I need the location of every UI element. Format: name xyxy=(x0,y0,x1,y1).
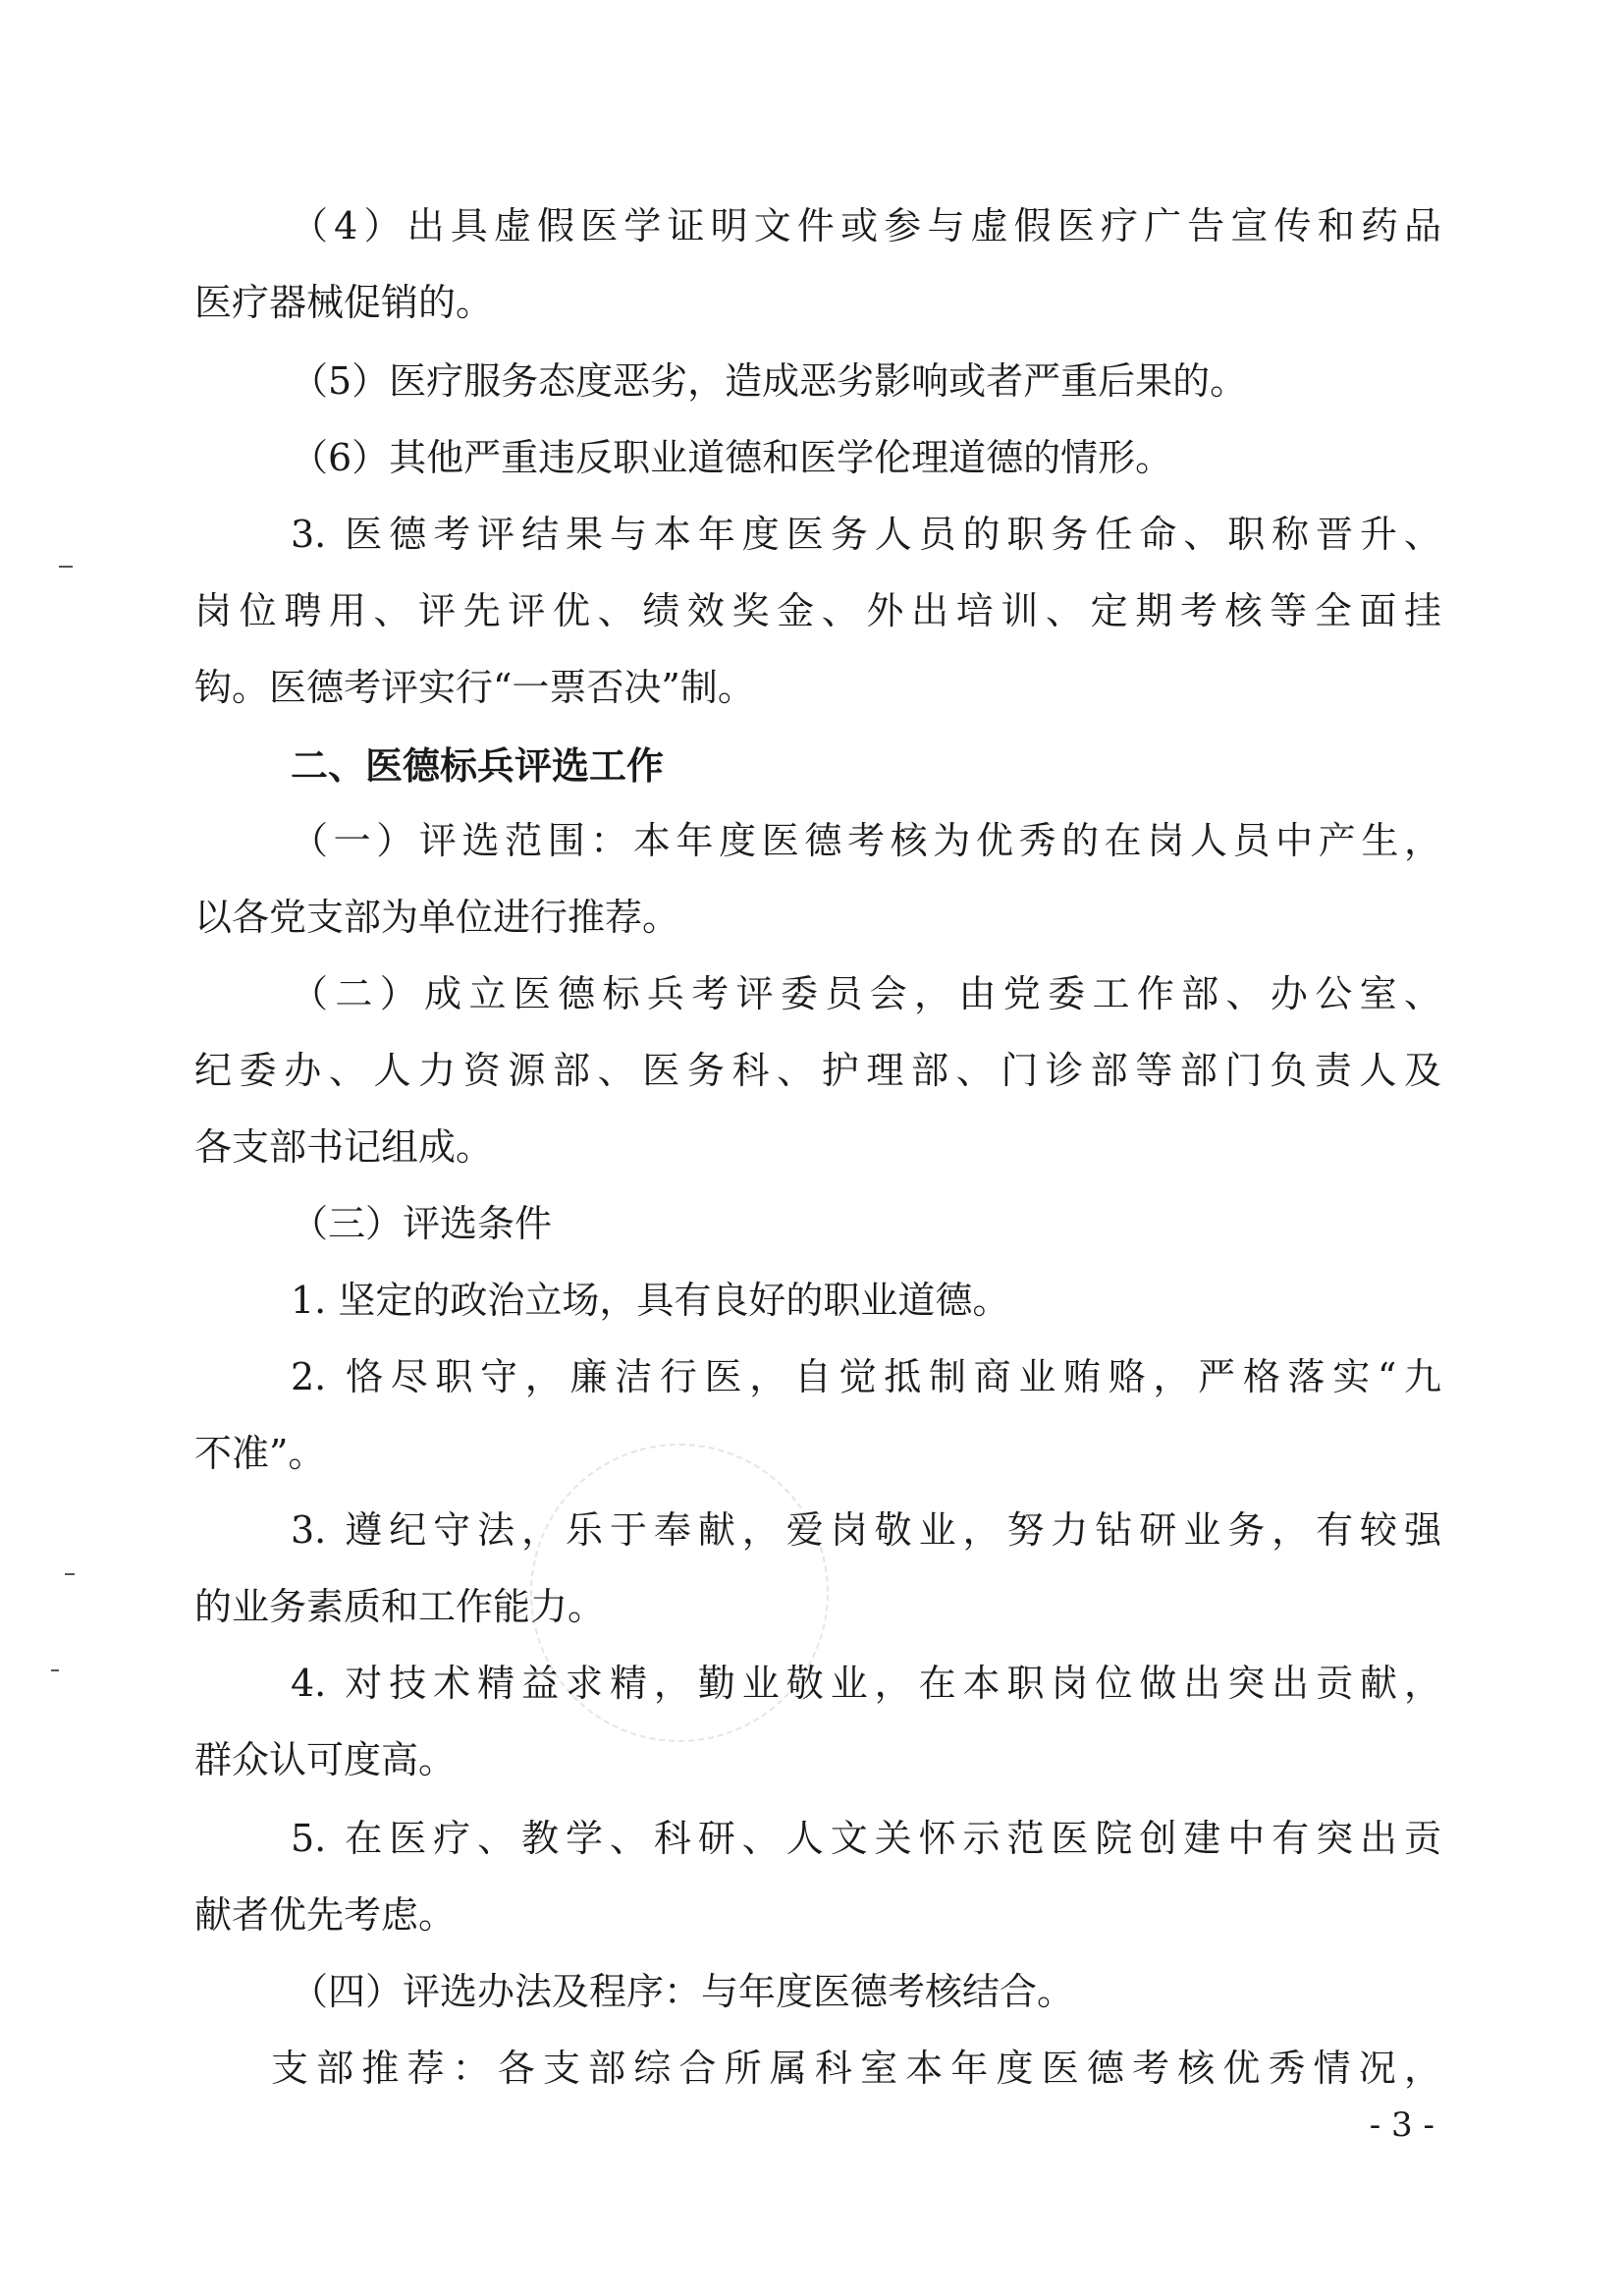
paragraph-line: （4）出具虚假医学证明文件或参与虚假医疗广告宣传和药品 xyxy=(291,204,1441,247)
paragraph-line: （一）评选范围：本年度医德考核为优秀的在岗人员中产生， xyxy=(291,819,1441,862)
paragraph-line: （6）其他严重违反职业道德和医学伦理道德的情形。 xyxy=(291,436,1173,479)
page-number: - 3 - xyxy=(1369,2105,1434,2145)
paragraph-line: 1. 坚定的政治立场，具有良好的职业道德。 xyxy=(291,1279,1010,1322)
paragraph-line: 献者优先考虑。 xyxy=(194,1893,457,1937)
paragraph-line: 的业务素质和工作能力。 xyxy=(194,1585,606,1628)
paragraph-line: 5. 在医疗、教学、科研、人文关怀示范医院创建中有突出贡 xyxy=(291,1817,1441,1860)
paragraph-line: 钩。医德考评实行“一票否决”制。 xyxy=(194,666,755,709)
section-heading: 二、医德标兵评选工作 xyxy=(291,744,665,788)
paragraph-line: 不准”。 xyxy=(194,1432,326,1475)
paragraph-line: 以各党支部为单位进行推荐。 xyxy=(194,896,680,939)
paragraph-line: 3. 遵纪守法，乐于奉献，爱岗敬业，努力钻研业务，有较强 xyxy=(291,1508,1441,1552)
paragraph-line: 支部推荐：各支部综合所属科室本年度医德考核优秀情况， xyxy=(271,2047,1441,2090)
paragraph-line: 3. 医德考评结果与本年度医务人员的职务任命、职称晋升、 xyxy=(291,513,1441,556)
paragraph-line: 医疗器械促销的。 xyxy=(194,281,494,324)
subsection-heading: （四）评选办法及程序：与年度医德考核结合。 xyxy=(291,1970,1075,2013)
subsection-heading: （三）评选条件 xyxy=(291,1202,553,1245)
paragraph-line: （二）成立医德标兵考评委员会，由党委工作部、办公室、 xyxy=(291,972,1441,1015)
paragraph-line: 2. 恪尽职守，廉洁行医，自觉抵制商业贿赂，严格落实“九 xyxy=(291,1355,1441,1398)
paragraph-line: 岗位聘用、评先评优、绩效奖金、外出培训、定期考核等全面挂 xyxy=(194,589,1441,632)
scan-mark xyxy=(65,1573,75,1575)
paragraph-line: 纪委办、人力资源部、医务科、护理部、门诊部等部门负责人及 xyxy=(194,1049,1441,1092)
paragraph-line: （5）医疗服务态度恶劣，造成恶劣影响或者严重后果的。 xyxy=(291,359,1248,403)
paragraph-line: 各支部书记组成。 xyxy=(194,1125,494,1169)
paragraph-line: 4. 对技术精益求精，勤业敬业，在本职岗位做出突出贡献， xyxy=(291,1662,1441,1705)
scan-mark xyxy=(59,566,73,568)
paragraph-line: 群众认可度高。 xyxy=(194,1738,457,1781)
scan-mark xyxy=(51,1669,59,1671)
